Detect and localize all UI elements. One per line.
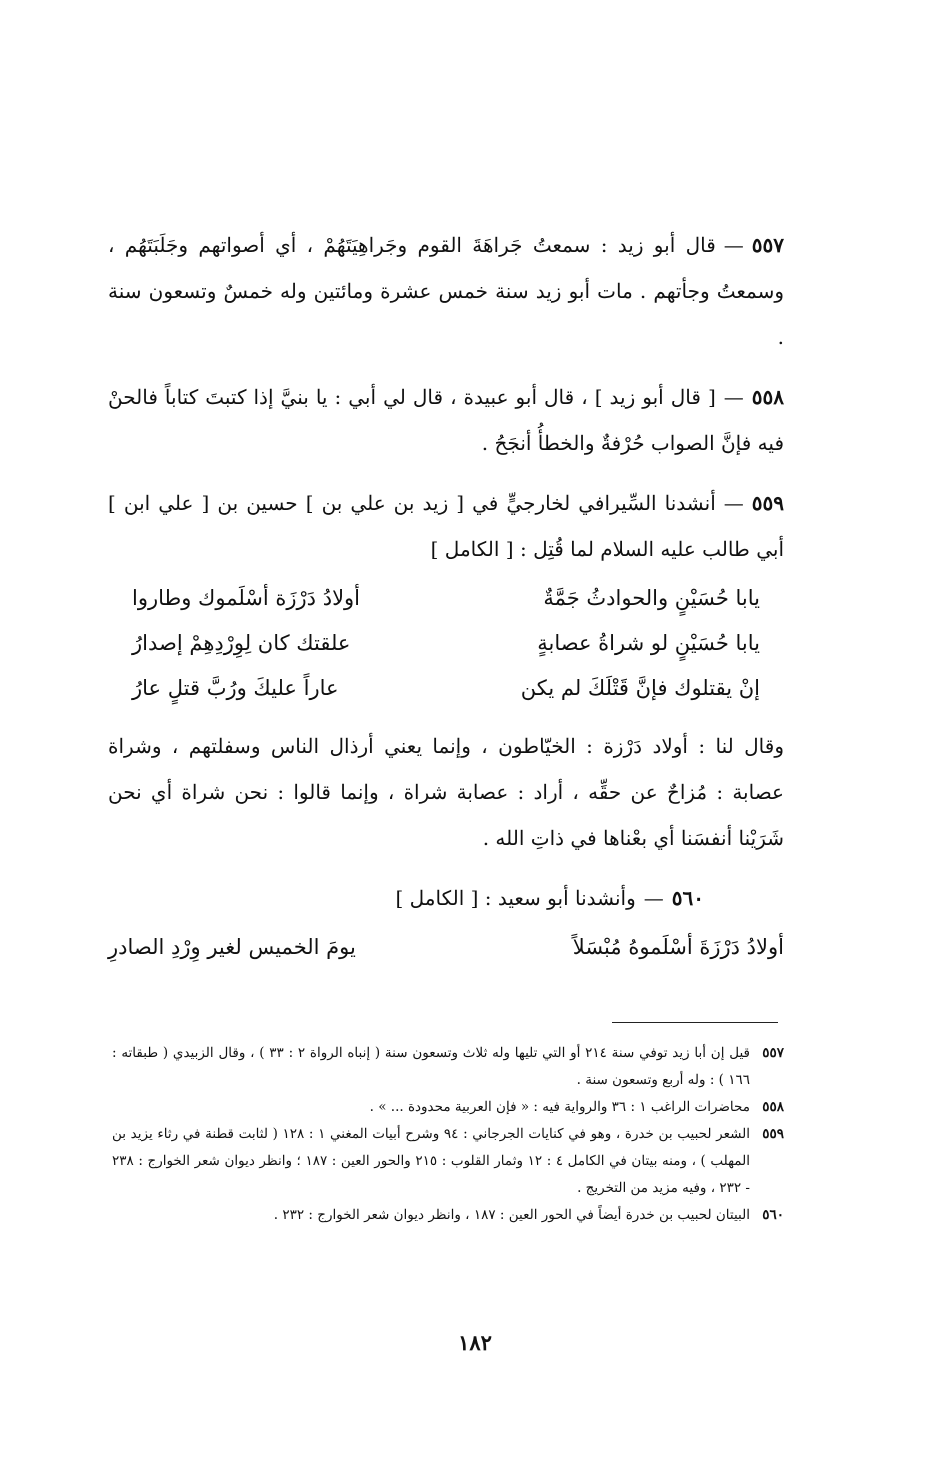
footnote-text: قيل إن أبا زيد توفي سنة ٢١٤ أو التي تليها وله ثلاث وتسعون سنة ( إنباه الرواة ٢ : ٣٣ ) ، وقال الزبيدي ( طبقاته : ١٦٦ ) : وله أربع وتسعون سنة . bbox=[112, 1045, 750, 1088]
hemistich-first: يابا حُسَيْنٍ والحوادثُ جَمَّةٌ bbox=[543, 586, 760, 610]
footnote bbox=[112, 1202, 784, 1229]
footnote-text: الشعر لحبيب بن خدرة ، وهو في كنايات الجرجاني : ٩٤ وشرح أبيات المغني ١ : ١٢٨ ( لثابت قطنة في رثاء يزيد بن المهلب ) ، ومنه بيتان في الكامل ٤ : ١٢ وثمار القلوب : ٢١٥ والحور العين : ١٨٧ ؛ وانظر ديوان شعر الخوارج : ٢٣٨ - ٢٣٢ ، وفيه مزيد من التخريج . bbox=[112, 1126, 750, 1196]
dash: — bbox=[723, 491, 744, 515]
hemistich-second: عاراً عليكَ ورُبَّ قتلٍ عارُ bbox=[132, 676, 339, 700]
entry-text: أنشدنا السِّيرافي لخارجيٍّ في [ زيد بن علي بن ] حسين بن [ علي ابن ] أبي طالب عليه السلام لما قُتِل : [ الكامل ] bbox=[108, 491, 784, 561]
footnote bbox=[112, 1121, 784, 1202]
footnote-number: ٥٥٧ bbox=[762, 1045, 784, 1061]
hemistich-second: علقتك كان لِوِرْدِهِمْ إصدارُ bbox=[132, 631, 351, 655]
footnote-number: ٥٦٠ bbox=[762, 1207, 784, 1223]
entry-number: ٥٥٩ bbox=[751, 491, 784, 515]
main-text bbox=[108, 222, 784, 970]
footnote-number: ٥٥٩ bbox=[762, 1126, 784, 1142]
entry-number: ٥٦٠ bbox=[671, 886, 704, 910]
hemistich-first: يابا حُسَيْنٍ لو شراةُ عصابةٍ bbox=[537, 631, 760, 655]
entry-number: ٥٥٧ bbox=[751, 233, 784, 257]
hemistich-first: إنْ يقتلوك فإنَّ قَتْلَكَ لم يكن bbox=[520, 676, 760, 700]
entry-number: ٥٥٨ bbox=[751, 385, 784, 409]
poem-559 bbox=[108, 576, 784, 711]
hemistich-first: أولادُ دَرْزَةَ أسْلَموهُ مُبْسَلاً bbox=[572, 935, 784, 959]
dash: — bbox=[643, 886, 664, 910]
dash: — bbox=[723, 385, 744, 409]
footnote-text: محاضرات الراغب ١ : ٣٦ والرواية فيه : « فإن العربية محدودة ... » . bbox=[369, 1099, 750, 1115]
entry-text: وأنشدنا أبو سعيد : [ الكامل ] bbox=[395, 886, 636, 910]
entry-560 bbox=[108, 875, 784, 921]
verse-line bbox=[108, 666, 784, 711]
entry-text: [ قال أبو زيد ] ، قال أبو عبيدة ، قال لي أبي : يا بنيَّ إذا كتبتَ كتاباً فالحنْ فيه فإنَّ الصواب حُرْفةٌ والخطأُ أنجَحُ . bbox=[108, 385, 784, 455]
hemistich-second: يومَ الخميس لغير وِرْدِ الصادرِ bbox=[108, 935, 356, 959]
commentary: وقال لنا : أولاد دَرْزة : الخيّاطون ، وإنما يعني أرذال الناس وسفلتهم ، وشراة عصابة : مُزاحٌ عن حقِّه ، أراد : عصابة شراة ، وإنما قالوا : نحن شراة أي نحن شَرَيْنا أنفسَنا أي بعْناها في ذاتِ الله . bbox=[108, 734, 784, 850]
footnote-text: البيتان لحبيب بن خدرة أيضاً في الحور العين : ١٨٧ ، وانظر ديوان شعر الخوارج : ٢٣٢ . bbox=[273, 1207, 750, 1223]
page-number: ١٨٢ bbox=[458, 1330, 492, 1355]
verse-line-560 bbox=[108, 925, 784, 970]
footnotes bbox=[112, 1040, 784, 1229]
hemistich-second: أولادُ دَرْزَة أسْلَموك وطاروا bbox=[132, 586, 361, 610]
entry-559 bbox=[108, 480, 784, 572]
footnote bbox=[112, 1094, 784, 1121]
dash: — bbox=[723, 233, 744, 257]
footnote-number: ٥٥٨ bbox=[762, 1099, 784, 1115]
entry-557 bbox=[108, 222, 784, 360]
verse-line bbox=[108, 576, 784, 621]
footnote-divider bbox=[612, 1022, 778, 1023]
verse-line bbox=[108, 621, 784, 666]
entry-558 bbox=[108, 374, 784, 466]
footnote bbox=[112, 1040, 784, 1094]
entry-text: قال أبو زيد : سمعتُ جَراهَةَ القوم وجَراهِيَتَهُمْ ، أي أصواتهم وجَلَبَتَهُم ، وسمعتُ وجأتهم . مات أبو زيد سنة خمس عشرة ومائتين وله خمسٌ وتسعون سنة . bbox=[108, 233, 784, 349]
